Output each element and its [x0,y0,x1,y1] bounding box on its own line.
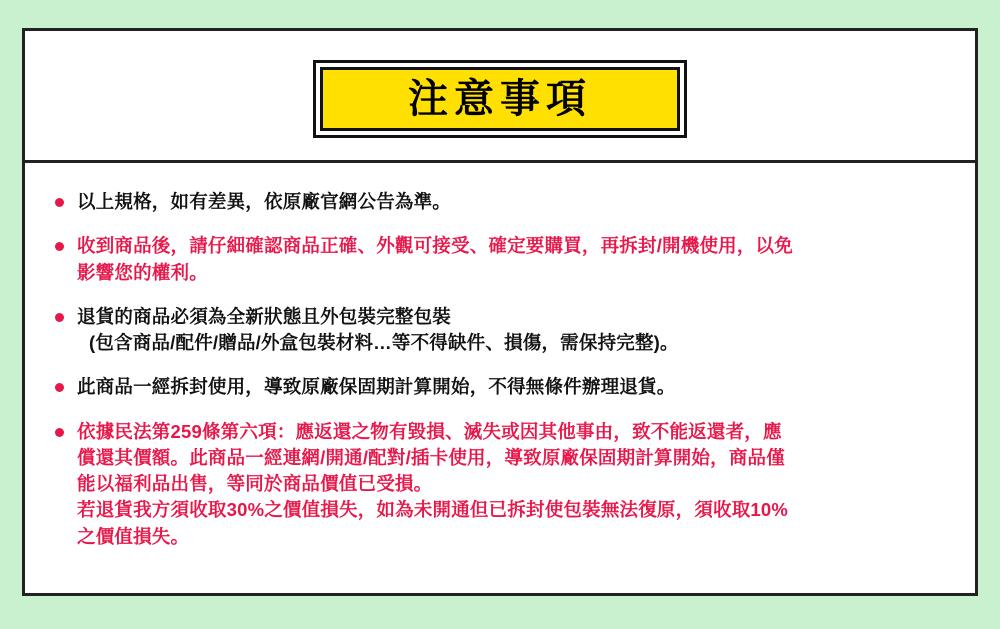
list-item [51,233,945,286]
list-item [51,419,945,550]
note-line: 此商品一經拆封使用，導致原廠保固期計算開始，不得無條件辦理退貨。 [77,376,676,398]
title-bar [25,31,975,163]
note-line: 以上規格，如有差異，依原廠官網公告為準。 [77,191,452,212]
title-plate [320,67,680,131]
list-item [51,304,945,357]
list-item [51,374,945,400]
note-line: 能以福利品出售，等同於商品價值已受損。 [77,473,433,495]
notice-panel [22,28,978,596]
note-line: 退貨的商品必須為全新狀態且外包裝完整包裝 [77,305,452,327]
note-line: 收到商品後，請仔細確認商品正確、外觀可接受、確定要購買，再拆封/開機使用，以免 [77,235,793,257]
note-line: 依據民法第259條第六項：應返還之物有毀損、滅失或因其他事由，致不能返還者，應 [77,420,782,442]
page-title: 注意事項 [408,76,592,121]
note-line: 若退貨我方須收取30%之價值損失，如為未開通但已拆封使包裝無法復原，須收取10% [77,499,789,521]
note-line: 之價值損失。 [77,525,190,547]
notes-body [25,163,975,550]
note-line: 影響您的權利。 [77,261,208,283]
note-line: 償還其價額。此商品一經連網/開通/配對/插卡使用，導致原廠保固期計算開始，商品僅 [77,446,785,468]
notes-list [51,189,945,550]
list-item [51,189,945,215]
note-line: (包含商品/配件/贈品/外盒包裝材料…等不得缺件、損傷，需保持完整)。 [89,332,679,354]
